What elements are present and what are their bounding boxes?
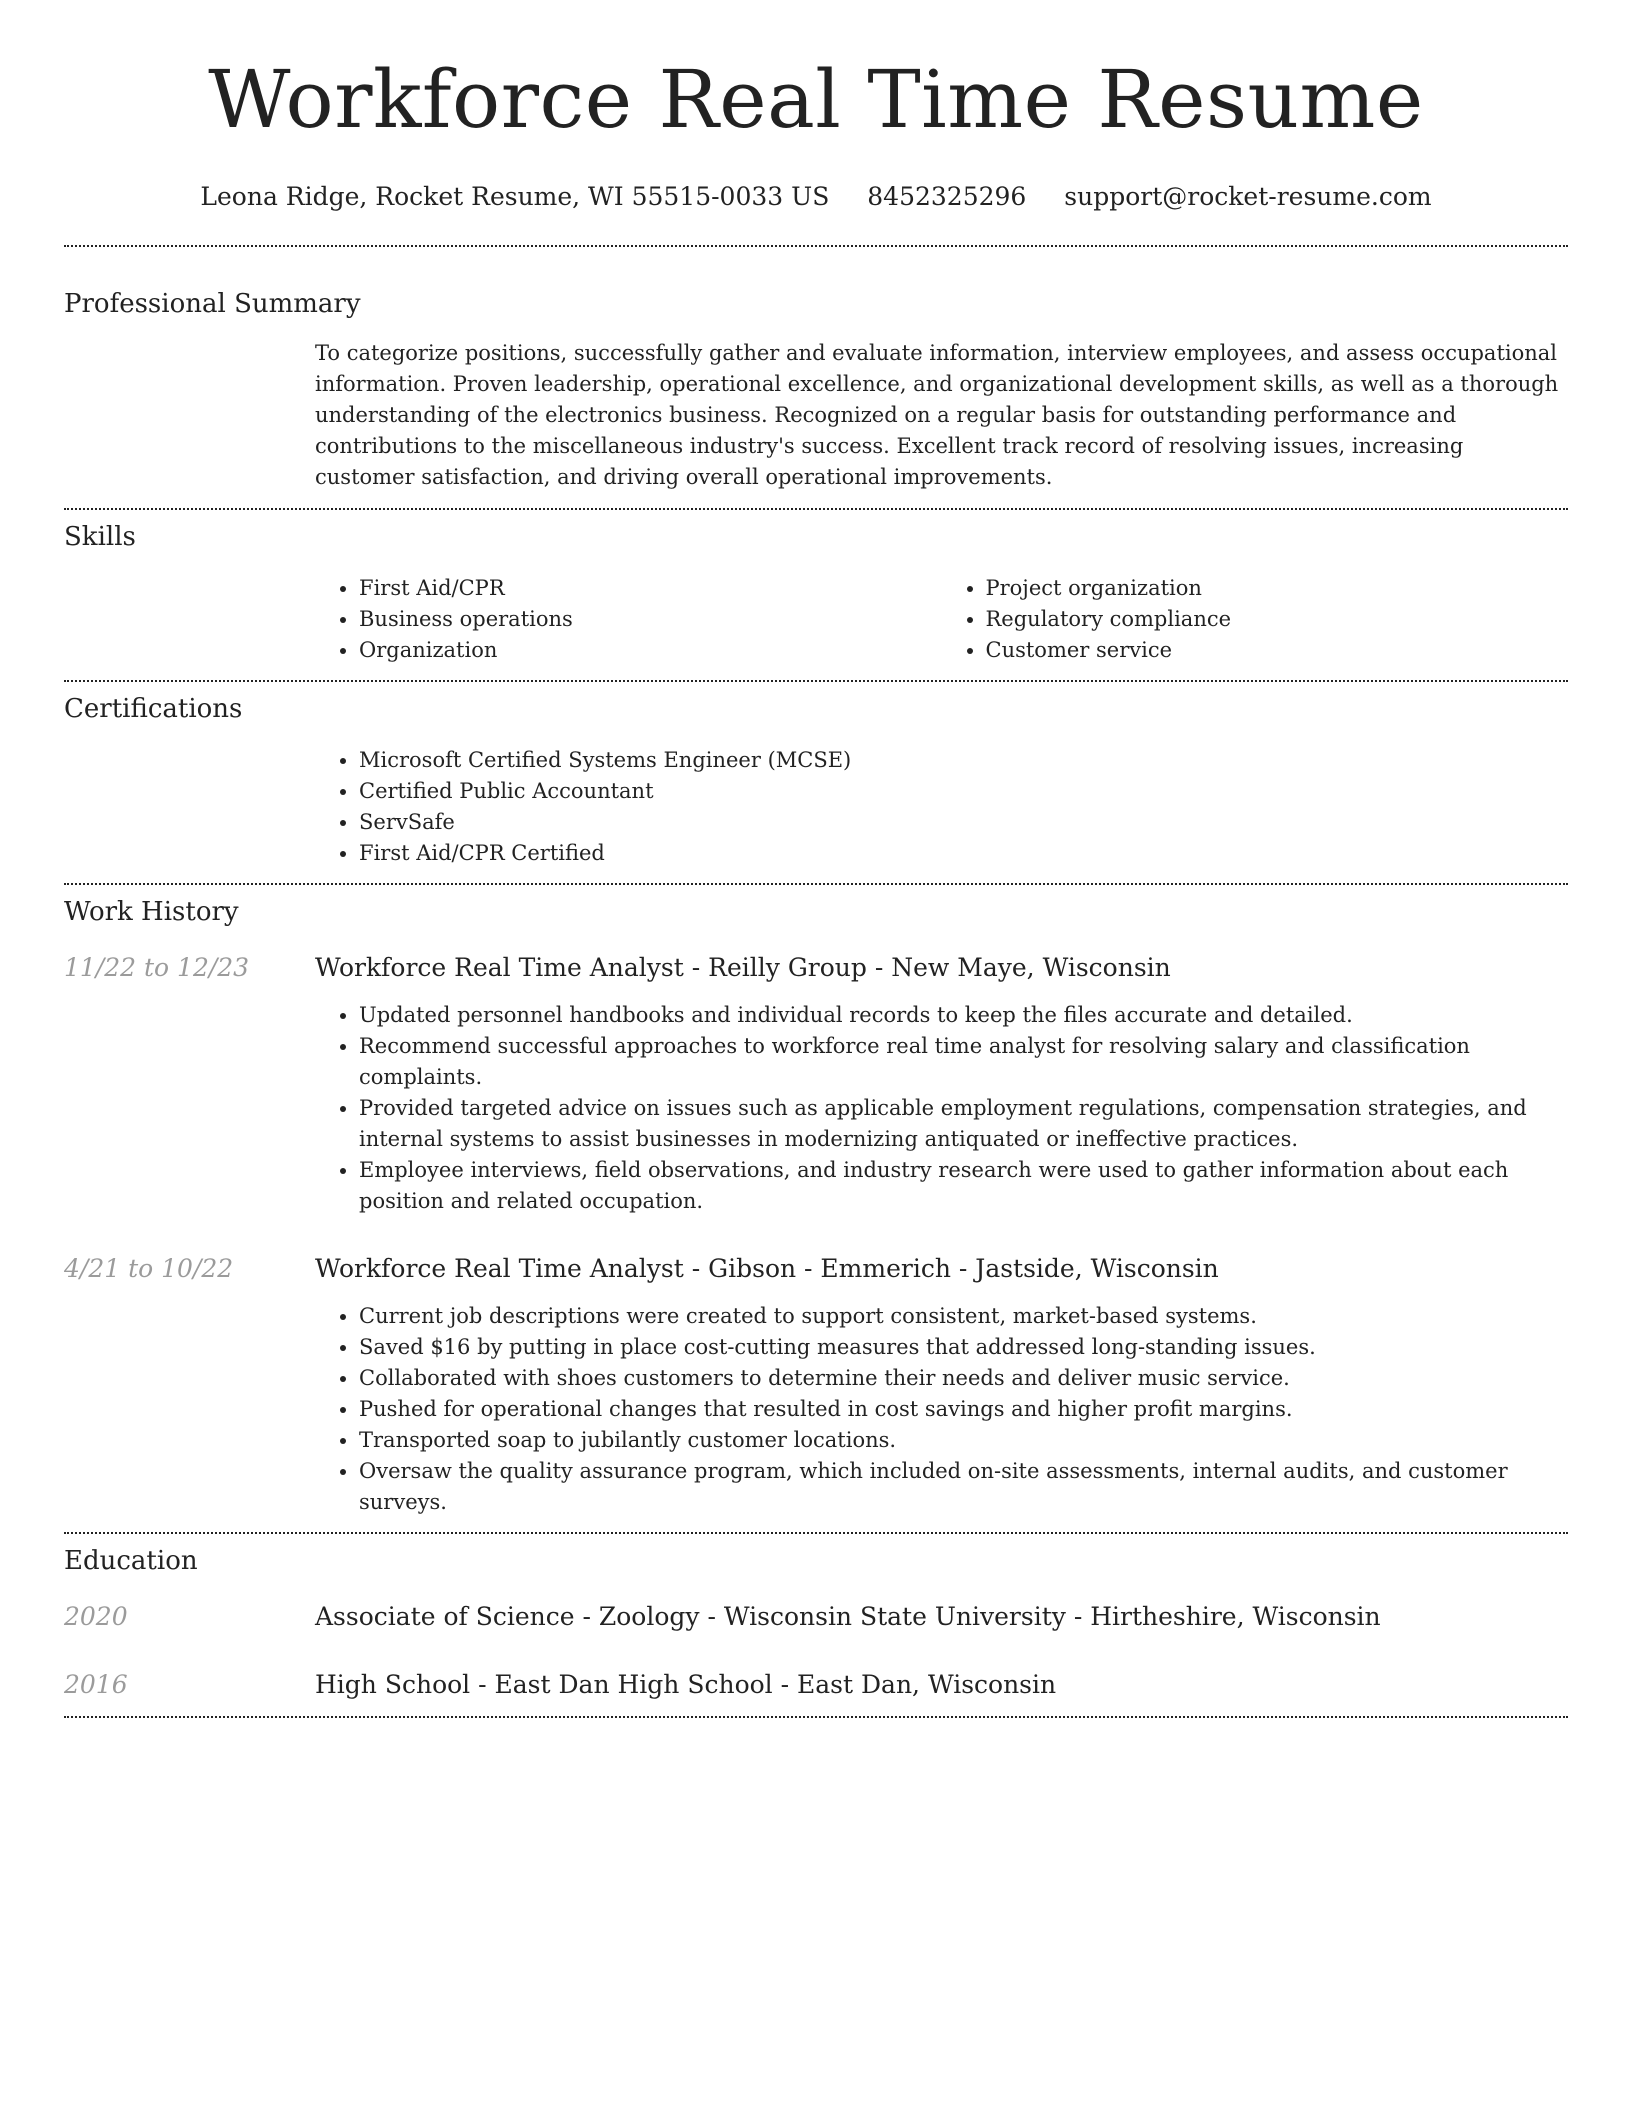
job-location: Jastside, Wisconsin — [975, 1254, 1219, 1283]
job-entry — [64, 951, 1568, 985]
education-entry — [64, 1668, 1568, 1702]
job-bullet: • Recommend successful approaches to workforce real time analyst for resolving salary and classification complaints. — [359, 1031, 1568, 1093]
divider — [64, 245, 1568, 247]
divider — [64, 883, 1568, 885]
job-dates: 4/21 to 10/22 — [64, 1254, 234, 1283]
job-title: Workforce Real Time Analyst — [315, 953, 684, 982]
skill-item: • Business operations — [359, 604, 942, 635]
skills-column-right — [942, 573, 1569, 666]
certification-item: • First Aid/CPR Certified — [359, 838, 1568, 869]
contact-line — [64, 180, 1568, 214]
education-heading-line: Associate of Science - Zoology - Wisconsin State University - Hirtheshire, Wisconsin — [315, 1602, 1381, 1631]
job-entry — [64, 1252, 1568, 1286]
certification-item: • Microsoft Certified Systems Engineer (MCSE) — [359, 745, 1568, 776]
skills-heading: Skills — [64, 522, 136, 552]
education-location: East Dan, Wisconsin — [797, 1670, 1057, 1699]
skill-item: • Organization — [359, 635, 942, 666]
job-bullet: • Saved $16 by putting in place cost-cutting measures that addressed long-standing issues. — [359, 1332, 1568, 1363]
job-bullet: • Oversaw the quality assurance program, which included on-site assessments, internal audits, and customer surveys. — [359, 1456, 1568, 1518]
job-bullet: • Provided targeted advice on issues such as applicable employment regulations, compensation strategies, and internal systems to assist businesses in modernizing antiquated or ineffective practices. — [359, 1093, 1568, 1155]
divider — [64, 680, 1568, 682]
job-bullet: • Current job descriptions were created to support consistent, market-based systems. — [359, 1301, 1568, 1332]
education-location: Hirtheshire, Wisconsin — [1090, 1602, 1381, 1631]
skill-item: • First Aid/CPR — [359, 573, 942, 604]
certification-item: • Certified Public Accountant — [359, 776, 1568, 807]
job-bullet: • Updated personnel handbooks and individual records to keep the files accurate and detailed. — [359, 1000, 1568, 1031]
certifications-list — [315, 745, 1568, 869]
resume-title: Workforce Real Time Resume — [208, 53, 1424, 146]
education-heading-line: High School - East Dan High School - East Dan, Wisconsin — [315, 1670, 1057, 1699]
job-bullets — [315, 1301, 1568, 1518]
summary-heading: Professional Summary — [64, 289, 361, 319]
education-degree: Associate of Science — [315, 1602, 575, 1631]
certifications-heading: Certifications — [64, 694, 243, 724]
resume-page — [64, 0, 1568, 1718]
job-bullet: • Employee interviews, field observations, and industry research were used to gather information about each position and related occupation. — [359, 1155, 1568, 1217]
address-text: Leona Ridge, Rocket Resume, WI 55515-0033 US — [200, 182, 830, 211]
job-bullet: • Collaborated with shoes customers to determine their needs and deliver music service. — [359, 1363, 1568, 1394]
job-company: Gibson - Emmerich — [708, 1254, 951, 1283]
divider — [64, 508, 1568, 510]
phone-text: 8452325296 — [867, 182, 1027, 211]
education-year: 2016 — [64, 1670, 128, 1699]
job-title: Workforce Real Time Analyst — [315, 1254, 684, 1283]
job-bullet: • Transported soap to jubilantly customer locations. — [359, 1425, 1568, 1456]
skill-item: • Project organization — [986, 573, 1569, 604]
education-field: Zoology — [598, 1602, 700, 1631]
summary-text: To categorize positions, successfully gather and evaluate information, interview employees, and assess occupational information. Proven leadership, operational excellence, and organizational development skills, as well as a thorough understanding of the electronics business. Recognized on a regular basis for outstanding performance and contributions to the miscellaneous industry's success. Excellent track record of resolving issues, increasing customer satisfaction, and driving overall operational improvements. — [315, 341, 1559, 489]
skill-item: • Regulatory compliance — [986, 604, 1569, 635]
certification-item: • ServSafe — [359, 807, 1568, 838]
education-year: 2020 — [64, 1602, 128, 1631]
job-location: New Maye, Wisconsin — [891, 953, 1171, 982]
education-degree: High School — [315, 1670, 471, 1699]
job-heading: Workforce Real Time Analyst - Reilly Group - New Maye, Wisconsin — [315, 953, 1171, 982]
work-history-heading: Work History — [64, 897, 239, 927]
email-link[interactable]: support@rocket-resume.com — [1064, 182, 1432, 211]
job-dates: 11/22 to 12/23 — [64, 953, 250, 982]
education-school: Wisconsin State University — [723, 1602, 1066, 1631]
education-entry — [64, 1600, 1568, 1634]
education-heading: Education — [64, 1546, 198, 1576]
skills-list — [315, 573, 1568, 666]
skill-item: • Customer service — [986, 635, 1569, 666]
job-bullets — [315, 1000, 1568, 1217]
job-heading: Workforce Real Time Analyst - Gibson - Emmerich - Jastside, Wisconsin — [315, 1254, 1219, 1283]
job-company: Reilly Group — [708, 953, 867, 982]
job-bullet: • Pushed for operational changes that resulted in cost savings and higher profit margins. — [359, 1394, 1568, 1425]
divider — [64, 1532, 1568, 1534]
education-school: East Dan High School — [494, 1670, 773, 1699]
skills-column-left — [315, 573, 942, 666]
divider — [64, 1716, 1568, 1718]
